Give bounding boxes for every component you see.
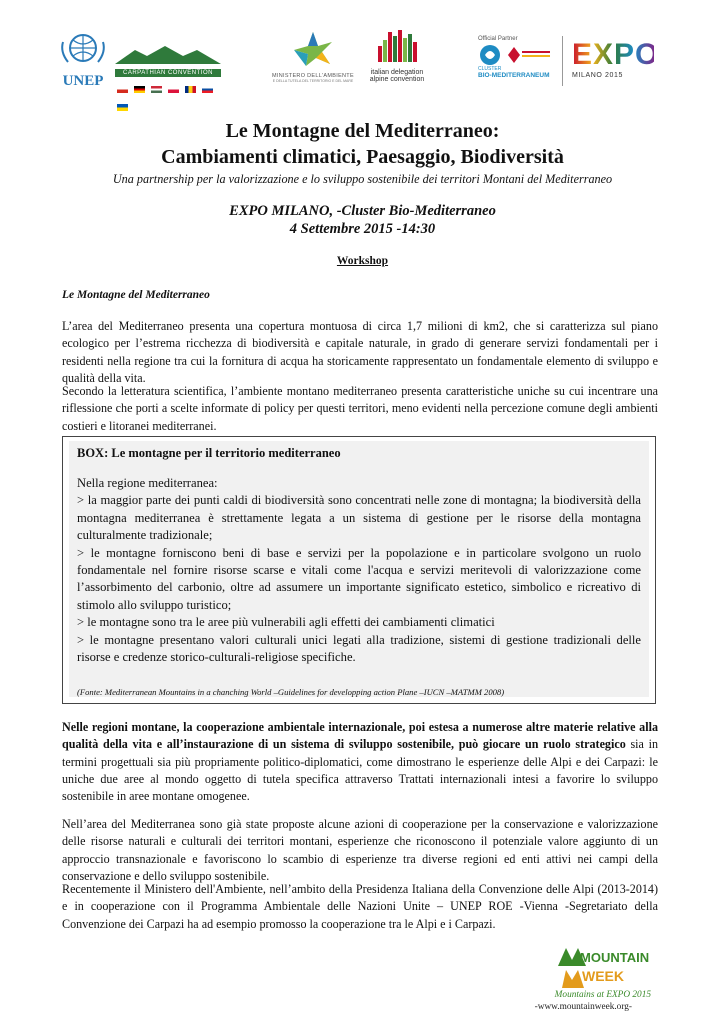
info-box-background — [69, 441, 649, 697]
info-box-source: (Fonte: Mediterranean Mountains in a chanching World –Guidelines for developping action Plane –IUCN –MATMM 2008) — [77, 687, 505, 697]
body-paragraph-3-rest: sia in termini progettuali sia più propriamente politico-diplomatici, come dimostrano le esperienze delle Alpi e dei Carpazi: le uniche due aree al mondo oggetto di tutela specifica attraverso Trattati internazionali intesi a favorire lo sviluppo sostenibile in aree montane omogenee. — [62, 737, 658, 804]
mountain-week-caption: Mountains at EXPO 2015 — [554, 990, 651, 1000]
info-box-body — [77, 475, 641, 666]
info-box-lead: Nella regione mediterranea: — [77, 476, 218, 490]
info-box-item: > le montagne forniscono beni di base e servizi per la popolazione e in particolare svolgono un ruolo fondamentale nel fornire risorse scarse e vitali come l'acqua e servizi meritevoli di valorizzazione come l’assorbimento del carbonio, oltre ad assumere un importante significato estetico, simbolico e ricreativo di stimolo allo sviluppo turistico; — [77, 545, 641, 612]
mountain-icon — [115, 44, 221, 64]
event-date: 4 Settembre 2015 -14:30 — [289, 221, 436, 237]
star-emblem-icon — [270, 30, 356, 68]
alpine-text-2: alpine convention — [369, 76, 425, 83]
intro-paragraph-1: L’area del Mediterraneo presenta una copertura montuosa di circa 1,7 milioni di km2, che si caratterizza sul piano ecologico per l’estrema ricchezza di biodiversità e capitale naturale, in grado di generare servizi fondamentali per i residenti nella regione tra cui la fornitura di acqua ha storicamente rappresentato un fondamentale elemento di sviluppo e qualità della vita. — [62, 319, 658, 385]
cluster-text-2: BIO-MEDITERRANEUM — [478, 72, 550, 79]
info-box-item: > le montagne presentano valori culturali unici legati alla tradizione, sistemi di gestione tradizionali delle risorse e credenze storico-culturali-religiose specifiche. — [77, 632, 641, 665]
info-box-title: BOX: Le montagne per il territorio mediterraneo — [77, 446, 341, 460]
alpine-text-1: italian delegation — [370, 69, 424, 76]
unep-text: UNEP — [62, 73, 104, 89]
cluster-biomediterraneum-logo — [478, 36, 556, 88]
body-paragraph-5: Recentemente il Ministero dell'Ambiente, nell’ambito della Presidenza Italiana della Convenzione delle Alpi (2013-2014) e in cooperazione con il Programma Ambientale delle Nazioni Unite – UNEP ROE -Vienna -Segretariato della Convenzione dei Carpazi ha ad esempio promosso la cooperazione tra le Alpi e i Carpazi. — [62, 882, 658, 931]
logo-bar — [0, 0, 725, 100]
cluster-text-1: CLUSTER — [478, 66, 502, 72]
body-paragraph-3 — [62, 719, 658, 805]
mountain-week-text-2: WEEK — [582, 968, 624, 984]
country-flags — [117, 80, 221, 116]
carpathian-convention-logo — [115, 44, 221, 88]
carpathian-text: CARPATHIAN CONVENTION — [115, 69, 221, 77]
alpine-convention-logo — [366, 30, 428, 88]
unep-logo — [58, 30, 108, 89]
info-box-item: > le montagne sono tra le aree più vulnerabili agli effetti dei cambiamenti climatici — [77, 615, 495, 630]
ministero-subtext: E DELLA TUTELA DEL TERRITORIO E DEL MARE — [272, 79, 354, 83]
official-partner-label: Official Partner — [478, 36, 518, 42]
info-box-item: > la maggior parte dei punti caldi di biodiversità sono concentrati nelle zone di montagna; la biodiversità della montagna mediterranea è strettamente legata a un sistema di gestione per le risorse della montagna culturalmente tradizionale; — [77, 493, 641, 543]
expo-subtext: MILANO 2015 — [572, 72, 623, 79]
body-paragraph-4: Nell’area del Mediterranea sono già state proposte alcune azioni di cooperazione per la conservazione e valorizzazione delle risorse naturali e culturali dei territori montani, esperienze che riconoscono il potenziale valore aggiunto di un approccio transnazionale e favoriscono lo scambio di esperienze tra diverse regioni ed enti attivi nei campi della conservazione e dello sviluppo sostenibile. — [62, 817, 658, 883]
unep-emblem-icon — [58, 30, 108, 70]
mountain-week-logo — [556, 944, 656, 990]
intro-paragraph-2: Secondo la letteratura scientifica, l’ambiente montano mediterraneo presenta caratteristiche uniche su cui incentrare una riflessione che porti a scelte informate di policy per questi territori, meno evidenti nella percezione comune degli ambienti costieri e litoranei mediterranei. — [62, 384, 658, 433]
page-subtitle: Una partnership per la valorizzazione e lo sviluppo sostenibile dei territori Montani del Mediterraneo — [112, 172, 613, 186]
event-location: EXPO MILANO, -Cluster Bio-Mediterraneo — [229, 203, 496, 219]
info-box — [62, 436, 656, 704]
mountain-week-url: -www.mountainweek.org- — [534, 1002, 632, 1012]
cluster-icon — [478, 44, 502, 66]
logo-divider — [562, 36, 563, 86]
ministero-ambiente-logo — [270, 30, 356, 88]
page-title-line2: Cambiamenti climatici, Paesaggio, Biodiversità — [161, 146, 564, 168]
alpine-pattern-icon — [366, 30, 428, 64]
mountain-week-text-1: MOUNTAIN — [580, 950, 650, 965]
body-paragraph-3-bold: Nelle regioni montane, la cooperazione ambientale internazionale, poi estesa a numerose altre materie relative alla qualità della vita e all’instaurazione di un sistema di sviluppo sostenibile, può giocare un ruolo strategico — [62, 720, 658, 752]
expo-text: EXPO — [572, 38, 660, 71]
section-heading: Le Montagne del Mediterraneo — [62, 289, 210, 301]
workshop-label: Workshop — [336, 255, 389, 267]
regione-siciliana-icon — [508, 45, 552, 65]
page-title-line1: Le Montagne del Mediterraneo: — [225, 120, 500, 142]
expo-milano-logo — [572, 38, 660, 84]
ministero-text: MINISTERO DELL'AMBIENTE — [272, 73, 354, 79]
